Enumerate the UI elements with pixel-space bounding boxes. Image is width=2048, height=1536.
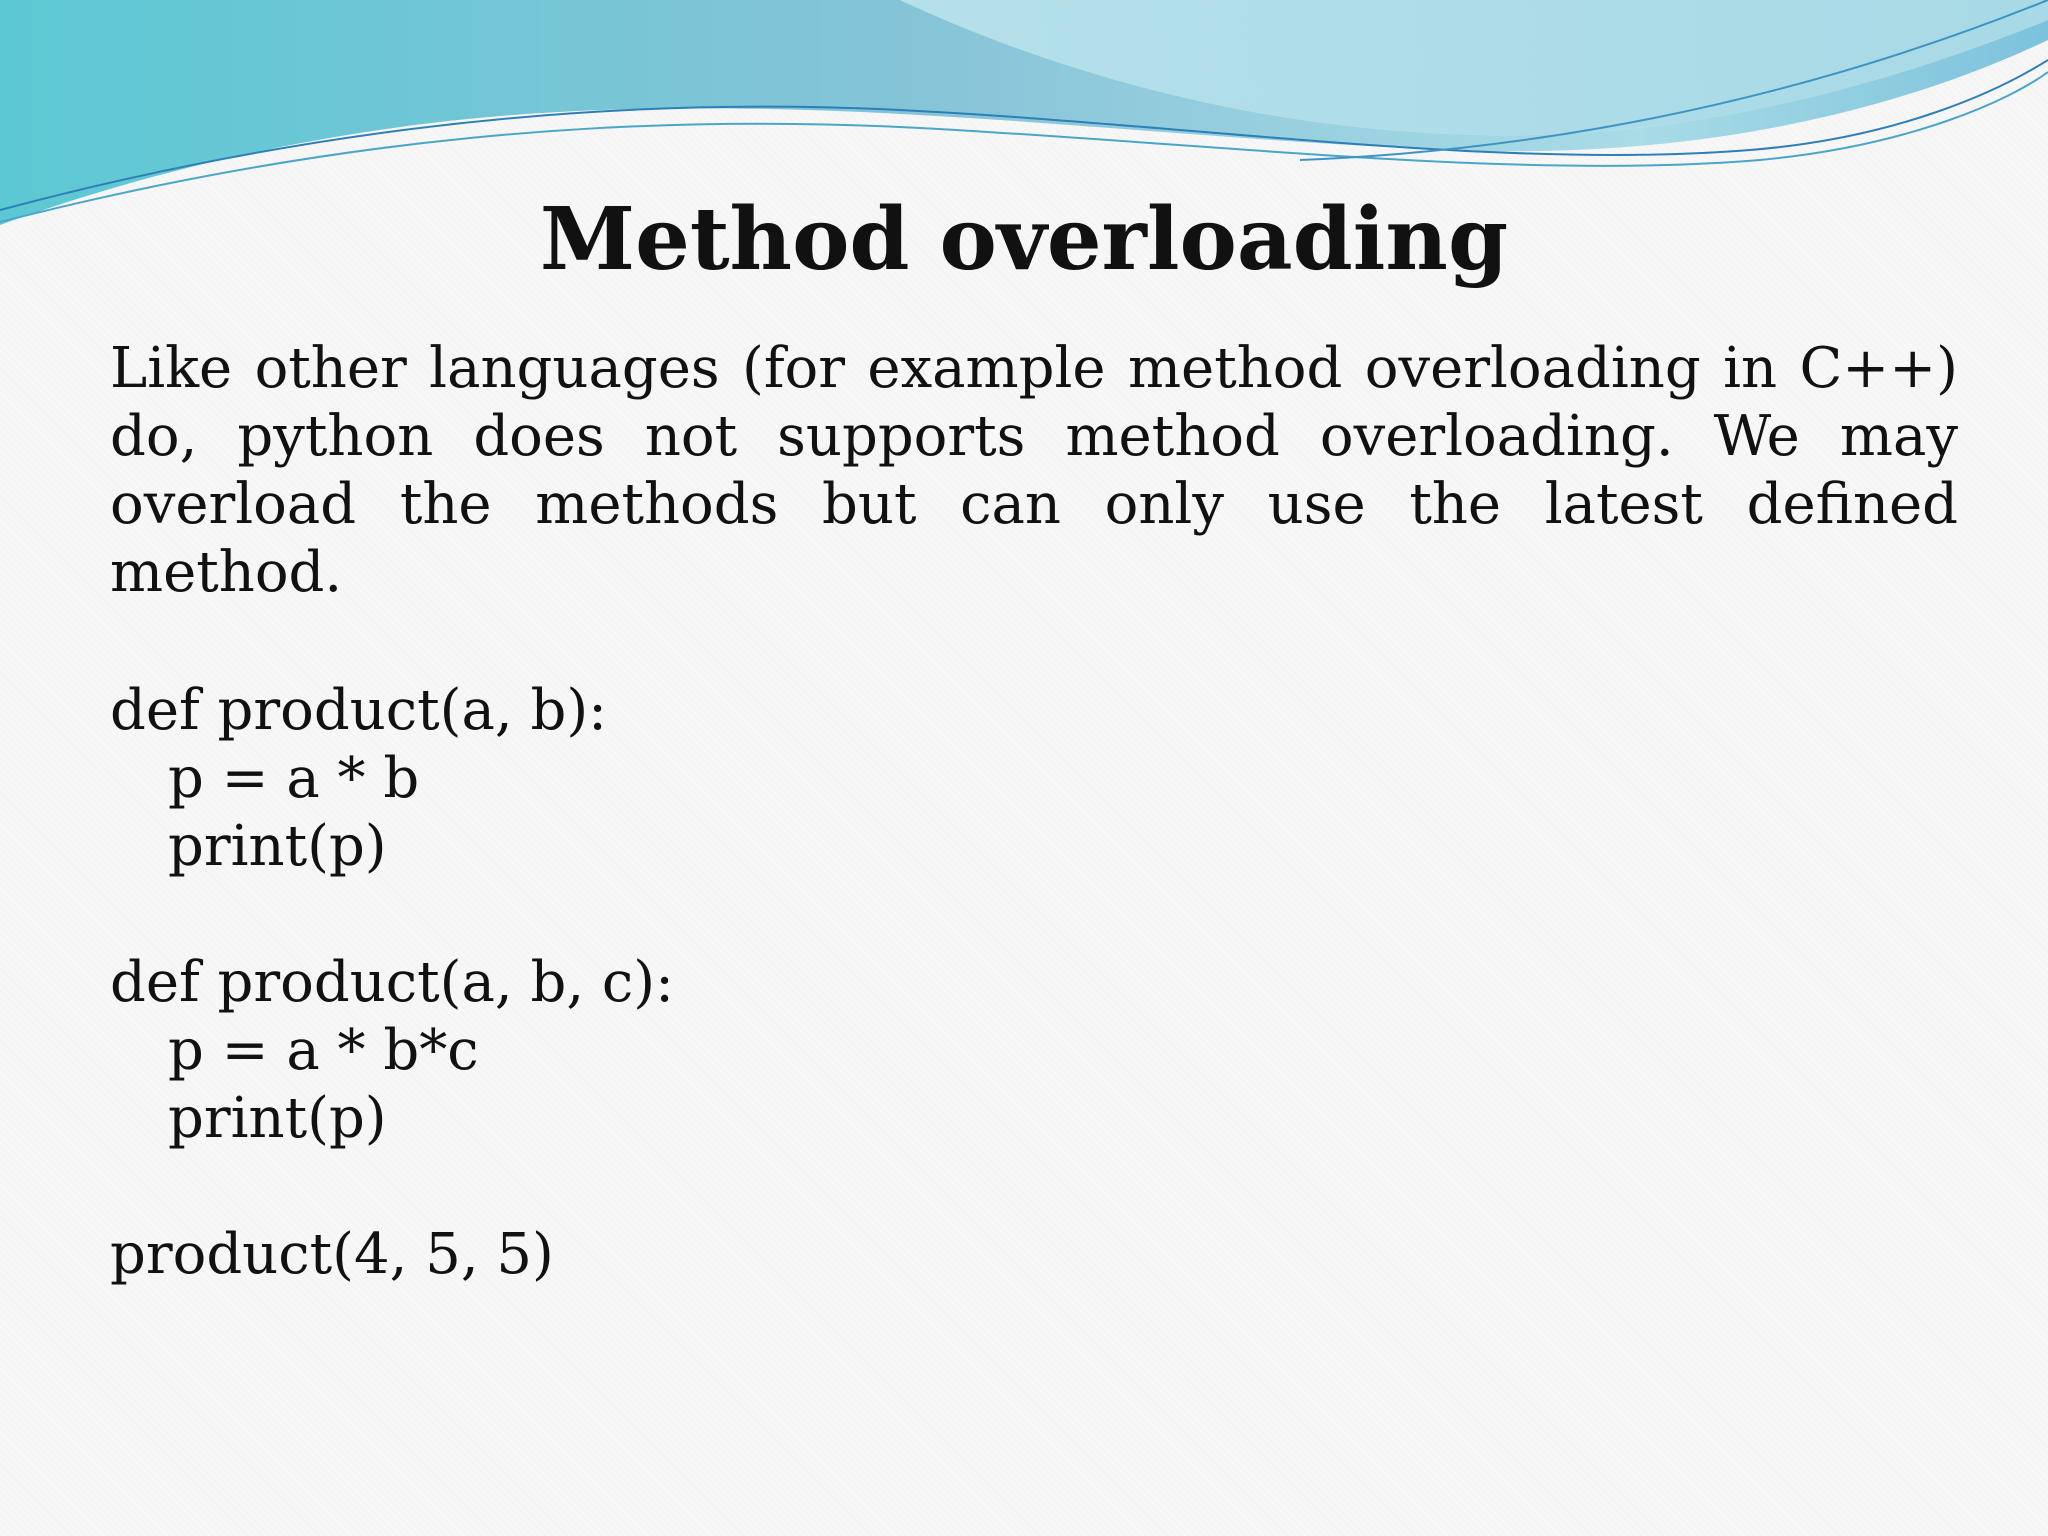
slide-title: Method overloading <box>539 189 1509 290</box>
code-line-def1: def product(a, b): <box>110 678 608 743</box>
code-line-def2: def product(a, b, c): <box>110 950 674 1015</box>
code-blank-line <box>110 1153 1310 1221</box>
code-line-def2-body-1: p = a * b*c <box>168 1018 479 1083</box>
code-blank-line <box>110 881 1310 949</box>
code-line-call: product(4, 5, 5) <box>110 1222 554 1287</box>
code-line-def1-body-1: p = a * b <box>168 746 420 811</box>
code-block <box>110 677 1310 1289</box>
intro-paragraph: Like other languages (for example method overloading in C++) do, python does not supports method overloading. We may overload the methods but can only use the latest defined method. <box>110 336 1958 605</box>
code-line-def1-body-2: print(p) <box>168 814 387 879</box>
code-line-def2-body-2: print(p) <box>168 1086 387 1151</box>
